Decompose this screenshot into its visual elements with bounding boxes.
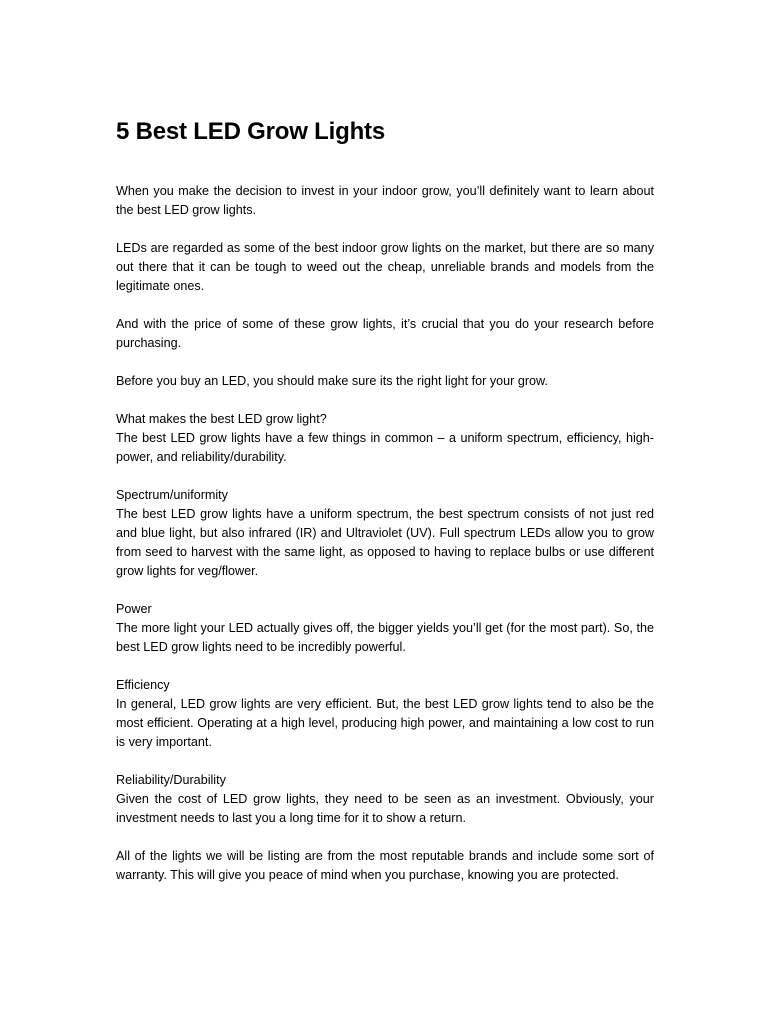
paragraph-text: Before you buy an LED, you should make sure its the right light for your grow. xyxy=(116,374,548,388)
section-best-led xyxy=(116,410,654,467)
paragraph-text: And with the price of some of these grow lights, it’s crucial that you do your research before purchasing. xyxy=(116,317,654,350)
document-title: 5 Best LED Grow Lights xyxy=(116,118,385,145)
section-heading: Reliability/Durability xyxy=(116,773,226,787)
section-heading: Power xyxy=(116,602,152,616)
section-reliability xyxy=(116,771,654,828)
section-body: The best LED grow lights have a few things in common – a uniform spectrum, efficiency, high-power, and reliability/durability. xyxy=(116,431,654,464)
intro-paragraph-4 xyxy=(116,372,654,391)
document-page xyxy=(116,112,654,904)
intro-paragraph-2 xyxy=(116,239,654,296)
section-efficiency xyxy=(116,676,654,752)
section-spectrum xyxy=(116,486,654,581)
section-heading: Efficiency xyxy=(116,678,170,692)
paragraph-text: When you make the decision to invest in your indoor grow, you’ll definitely want to learn about the best LED grow lights. xyxy=(116,184,654,217)
section-heading: Spectrum/uniformity xyxy=(116,488,228,502)
section-body: In general, LED grow lights are very efficient. But, the best LED grow lights tend to also be the most efficient. Operating at a high level, producing high power, and maintaining a low cost to run is very important. xyxy=(116,697,654,749)
section-body: Given the cost of LED grow lights, they need to be seen as an investment. Obviously, your investment needs to last you a long time for it to show a return. xyxy=(116,792,654,825)
section-heading: What makes the best LED grow light? xyxy=(116,412,327,426)
intro-paragraph-1 xyxy=(116,182,654,220)
paragraph-text: All of the lights we will be listing are from the most reputable brands and include some sort of warranty. This will give you peace of mind when you purchase, knowing you are protected. xyxy=(116,849,654,882)
paragraph-text: LEDs are regarded as some of the best indoor grow lights on the market, but there are so many out there that it can be tough to weed out the cheap, unreliable brands and models from the legitimate ones. xyxy=(116,241,654,293)
intro-paragraph-3 xyxy=(116,315,654,353)
section-body: The best LED grow lights have a uniform spectrum, the best spectrum consists of not just red and blue light, but also infrared (IR) and Ultraviolet (UV). Full spectrum LEDs allow you to grow from seed to harvest with the same light, as opposed to having to replace bulbs or use different grow lights for veg/flower. xyxy=(116,507,654,578)
closing-paragraph xyxy=(116,847,654,885)
section-body: The more light your LED actually gives off, the bigger yields you’ll get (for the most part). So, the best LED grow lights need to be incredibly powerful. xyxy=(116,621,654,654)
section-power xyxy=(116,600,654,657)
